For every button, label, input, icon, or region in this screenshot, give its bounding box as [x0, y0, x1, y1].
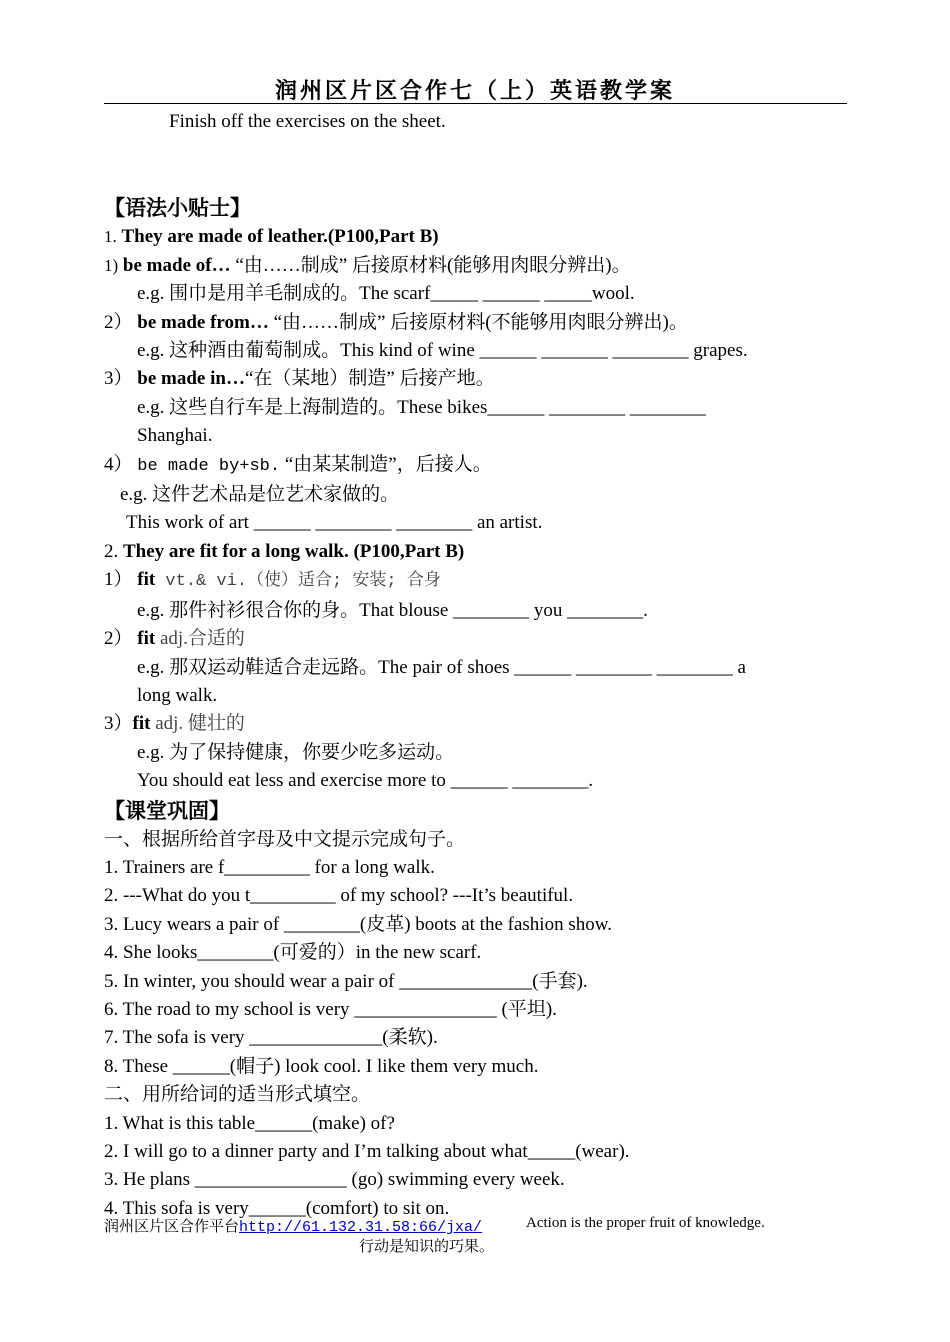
subpoint-term: fit: [137, 569, 156, 591]
intro-line: Finish off the exercises on the sheet.: [169, 111, 446, 132]
subpoint-made-in: [104, 365, 849, 393]
part2-title: 二、用所给词的适当形式填空。: [104, 1084, 371, 1106]
exercise-item: 1. Trainers are f_________ for a long walk.: [104, 856, 435, 878]
subpoint-desc: adj. 健壮的: [150, 713, 245, 735]
subpoint-desc: adj.合适的: [155, 628, 245, 650]
exercise-item: 7. The sofa is very ______________(柔软).: [104, 1027, 438, 1049]
exercise-item: 1. What is this table______(make) of?: [104, 1112, 395, 1134]
subpoint-number: 3）: [104, 713, 133, 735]
page-footer: [104, 1215, 849, 1255]
subpoint-term: be made in…: [137, 368, 245, 390]
subpoint-term: fit: [137, 628, 156, 650]
example-line: e.g. 这件艺术品是位艺术家做的。: [120, 484, 400, 506]
subpoint-made-from: [104, 309, 849, 337]
header-divider: [104, 103, 847, 104]
subpoint-desc: “由某某制造”，后接人。: [280, 453, 492, 475]
exercise-item: 6. The road to my school is very _______________ (平坦).: [104, 998, 557, 1020]
example-line-continued: long walk.: [137, 684, 218, 706]
subpoint-desc: “在（某地）制造” 后接产地。: [244, 368, 495, 390]
footer-link[interactable]: http://61.132.31.58:66/jxa/: [239, 1219, 483, 1236]
footer-motto-cn: 行动是知识的巧果。: [359, 1239, 495, 1255]
subpoint-number: 2）: [104, 311, 133, 333]
subpoint-desc: vt.& vi.（使）适合; 安装; 合身: [155, 572, 441, 592]
subpoint-fit-adj: [104, 625, 849, 653]
subpoint-number: 4）: [104, 453, 133, 475]
subpoint-number: 2）: [104, 628, 133, 650]
point-title: They are made of leather.(P100,Part B): [121, 226, 439, 248]
footer-platform: 润州区片区合作平台: [104, 1219, 240, 1235]
example-line-continued: You should eat less and exercise more to ______ ________.: [137, 770, 594, 792]
grammar-heading: 【语法小贴士】: [104, 196, 251, 221]
subpoint-number: 1): [104, 255, 119, 275]
grammar-point-1: [104, 223, 849, 251]
exercise-item: 2. ---What do you t_________ of my school? ---It’s beautiful.: [104, 885, 574, 907]
example-line: e.g. 那双运动鞋适合走远路。The pair of shoes ______ ________ ________ a: [137, 656, 746, 678]
example-line: e.g. 这种酒由葡萄制成。This kind of wine ______ _______ ________ grapes.: [137, 340, 748, 362]
subpoint-desc: “由……制成” 后接原材料(能够用肉眼分辨出)。: [230, 254, 631, 276]
grammar-point-2: [104, 538, 849, 566]
subpoint-fit-healthy: [104, 710, 849, 738]
subpoint-number: 3）: [104, 368, 133, 390]
exercise-item: 8. These ______(帽子) look cool. I like them very much.: [104, 1055, 539, 1077]
example-line: e.g. 为了保持健康，你要少吃多运动。: [137, 741, 455, 763]
exercise-item: 4. She looks________(可爱的）in the new scarf.: [104, 942, 482, 964]
point-title: They are fit for a long walk. (P100,Part B): [123, 540, 465, 562]
example-line: e.g. 这些自行车是上海制造的。These bikes______ ________ ________: [137, 396, 706, 418]
subpoint-number: 1）: [104, 569, 133, 591]
subpoint-made-by: [104, 451, 849, 481]
exercise-item: 5. In winter, you should wear a pair of ______________(手套).: [104, 970, 588, 992]
exercise-item: 3. He plans ________________ (go) swimming every week.: [104, 1169, 565, 1191]
subpoint-desc: “由……制成” 后接原材料(不能够用肉眼分辨出)。: [268, 311, 688, 333]
point-number: 1.: [104, 227, 117, 247]
exercise-item: 2. I will go to a dinner party and I’m talking about what_____(wear).: [104, 1141, 630, 1162]
example-line-continued: This work of art ______ ________ ________ an artist.: [126, 512, 543, 534]
document-body: [104, 108, 849, 1223]
spacer: [104, 136, 849, 193]
exercise-item: 4. This sofa is very______(comfort) to sit on.: [104, 1197, 450, 1219]
exercise-item: 3. Lucy wears a pair of ________(皮革) boots at the fashion show.: [104, 913, 612, 935]
subpoint-made-of: [104, 252, 849, 280]
point-number: 2.: [104, 540, 119, 562]
subpoint-term: fit: [132, 713, 151, 735]
subpoint-term: be made by+sb.: [137, 456, 281, 476]
subpoint-fit-verb: [104, 566, 849, 596]
example-line: e.g. 那件衬衫很合你的身。That blouse ________ you ________.: [137, 599, 648, 621]
example-line-continued: Shanghai.: [137, 425, 213, 447]
footer-motto-en: Action is the proper fruit of knowledge.: [526, 1215, 765, 1231]
part1-title: 一、根据所给首字母及中文提示完成句子。: [104, 828, 466, 850]
subpoint-term: be made from…: [137, 311, 269, 333]
example-line: e.g. 围巾是用羊毛制成的。The scarf_____ ______ _____wool.: [137, 283, 635, 305]
practice-heading: 【课堂巩固】: [104, 798, 230, 823]
subpoint-term: be made of…: [122, 254, 231, 276]
page-title: 润州区片区合作七（上）英语教学案: [274, 79, 675, 104]
